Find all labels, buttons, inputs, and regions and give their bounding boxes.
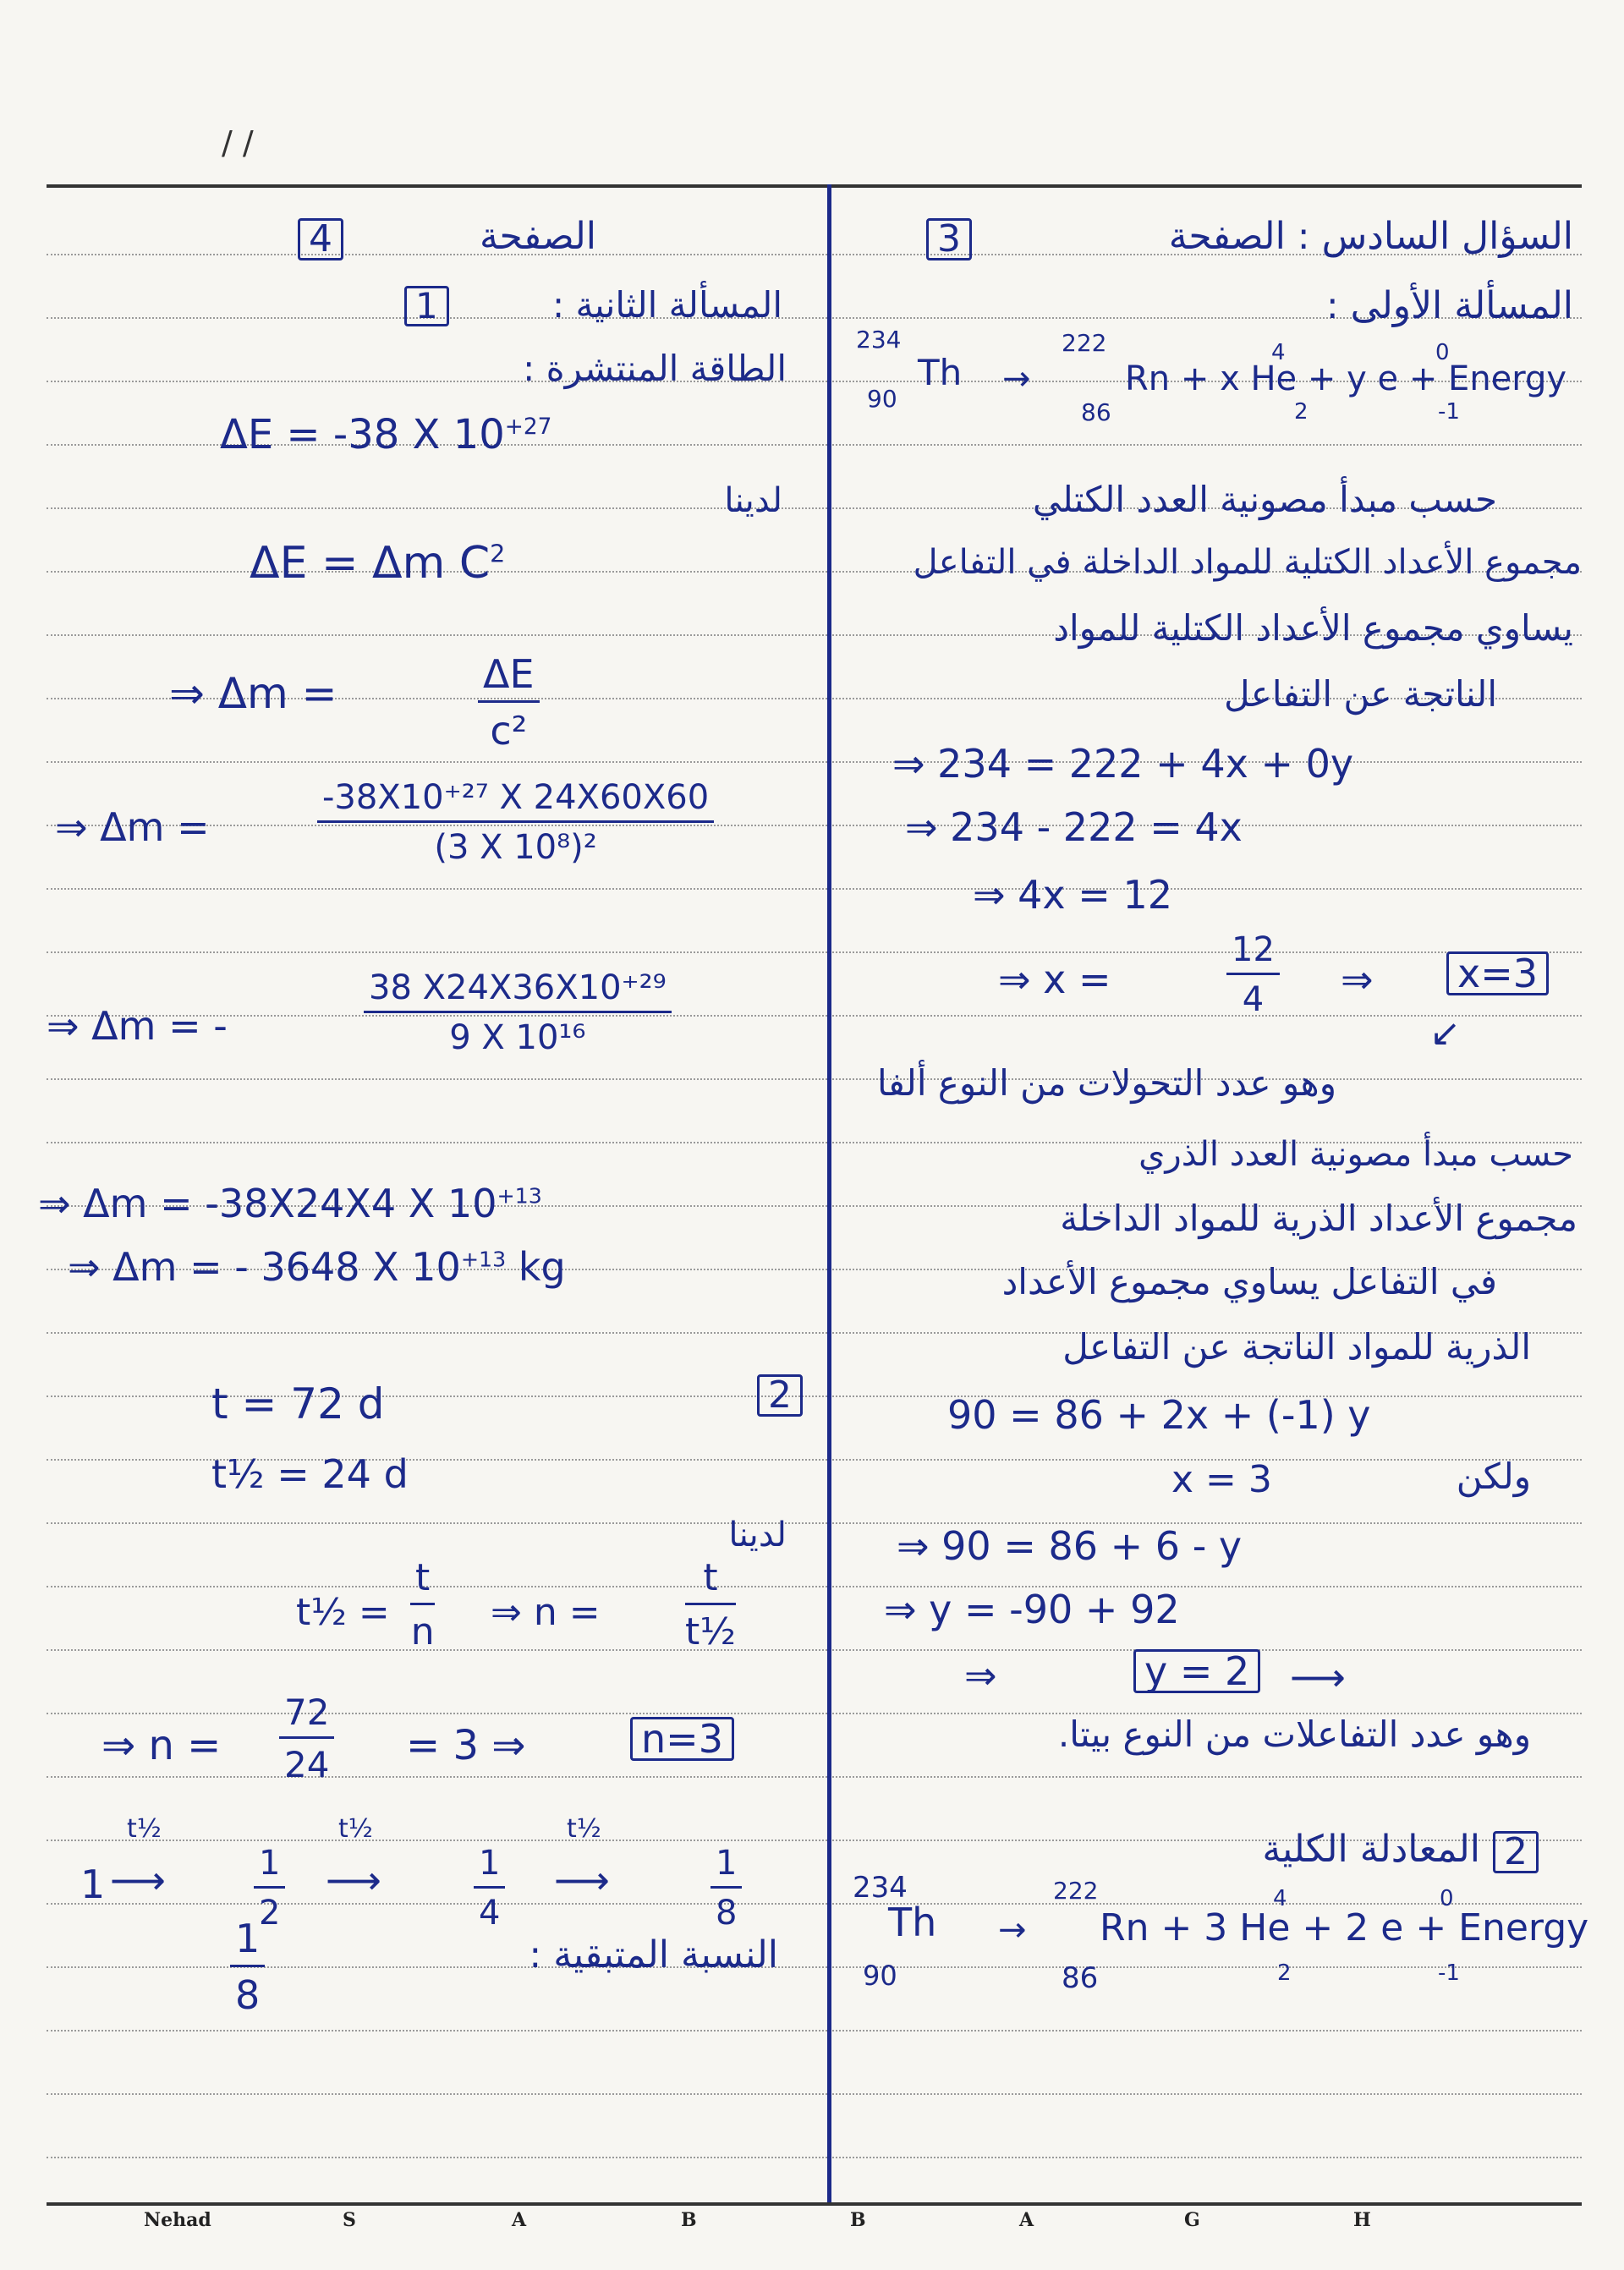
- part-two-box: 2: [757, 1374, 803, 1417]
- n-formula-pre: t½ =: [296, 1591, 390, 1634]
- problem-two-label: المسألة الثانية :: [552, 284, 782, 326]
- atomic-calc-2: x = 3: [1171, 1458, 1272, 1501]
- header-rule: [47, 184, 1582, 188]
- ladayna-1: لدينا: [724, 481, 782, 520]
- dm-formula-fraction: $\frac{\Delta E}{\text{c²}}$: [478, 651, 540, 754]
- atomic-rule-line-1: حسب مبدأ مصونية العدد الذري: [1138, 1135, 1573, 1174]
- atomic-rule-line-2: مجموع الأعداد الذرية للمواد الداخلة: [1060, 1198, 1577, 1239]
- n-formula-fraction-2: $\frac{t}{\text{t½}}$: [685, 1556, 736, 1653]
- n-result-box: n=3: [630, 1717, 734, 1761]
- half-life-value: t½ = 24 d: [211, 1451, 409, 1497]
- mass-calc-2: ⇒ 234 - 222 = 4x: [905, 804, 1243, 850]
- mass-rule-line-3: يساوي مجموع الأعداد الكتلية للمواد: [1053, 607, 1573, 649]
- atomic-calc-4: ⇒ y = -90 + 92: [884, 1587, 1180, 1632]
- atomic-calc-5: ⇒: [964, 1653, 997, 1698]
- energy-label: الطاقة المنتشرة :: [523, 348, 787, 389]
- mass-rule-line-4: الناتجة عن التفاعل: [1223, 673, 1497, 715]
- total-equation-label: المعادلة الكلية: [1262, 1828, 1480, 1871]
- dm-formula-pre: ⇒ Δm =: [169, 669, 337, 718]
- footer-label-b: B: [681, 2209, 697, 2231]
- total-equation-box: 2: [1493, 1831, 1539, 1873]
- mass-rule-line-2: مجموع الأعداد الكتلية للمواد الداخلة في التفاعل: [913, 543, 1582, 582]
- footer-label-h: H: [1353, 2209, 1371, 2231]
- mass-calc-4: ⇒ x =: [998, 957, 1111, 1002]
- footer-label-g: G: [1184, 2209, 1200, 2231]
- remaining-ratio-fraction: $\frac{1}{8}$: [230, 1916, 265, 2018]
- time-value: t = 72 d: [211, 1379, 385, 1428]
- question-title: السؤال السادس : الصفحة: [1168, 215, 1573, 258]
- mass-calc-4-implies: ⇒: [1341, 957, 1374, 1002]
- page-number-box-3: 3: [926, 218, 972, 260]
- n-calc-fraction: $\frac{72}{24}$: [279, 1692, 334, 1785]
- center-divider: [827, 184, 831, 2202]
- page-label-left: الصفحة: [479, 215, 596, 258]
- but-label: ولكن: [1456, 1456, 1531, 1497]
- y-result-arrow: ⟶: [1290, 1654, 1346, 1700]
- problem-two-box: 1: [404, 286, 449, 326]
- mass-calc-1: ⇒ 234 = 222 + 4x + 0y: [892, 741, 1354, 787]
- dm-calc-2-pre: ⇒ Δm =: [55, 804, 210, 850]
- mass-rule-line-1: حسب مبدأ مصونية العدد الكتلي: [1032, 479, 1497, 520]
- footer-label-s: S: [343, 2209, 356, 2231]
- footer-label-nehad: Nehad: [144, 2209, 211, 2231]
- footer-rule: [47, 2202, 1582, 2206]
- page-number-box-4: 4: [298, 218, 343, 260]
- ladayna-2: لدينا: [728, 1516, 787, 1554]
- alpha-note: وهو عدد التحولات من النوع ألفا: [876, 1062, 1336, 1104]
- date-marks: / /: [222, 124, 254, 162]
- atomic-rule-line-3: في التفاعل يساوي مجموع الأعداد: [1001, 1261, 1497, 1302]
- dm-calc-5: ⇒ Δm = - 3648 X $10^{+13}$ kg: [68, 1244, 566, 1290]
- mass-calc-3: ⇒ 4x = 12: [973, 872, 1172, 918]
- x-result-box: x=3: [1446, 951, 1549, 995]
- atomic-calc-1: 90 = 86 + 2x + (-1) y: [947, 1392, 1371, 1438]
- delta-e-value: ΔE = -38 X $10^{+27}$: [220, 411, 552, 458]
- dm-calc-3-fraction: $\frac{\text{38 X24X36X10⁺²⁹}}{\text{9 X 10¹⁶}}$: [364, 968, 672, 1057]
- atomic-rule-line-4: الذرية للمواد الناتجة عن التفاعل: [1062, 1326, 1531, 1368]
- footer-label-b2: B: [850, 2209, 866, 2231]
- dm-calc-2-fraction: $\frac{\text{-38X10⁺²⁷ X 24X60X60}}{\text{(3 X 10⁸)²}}$: [317, 778, 714, 867]
- problem-one-label: المسألة الأولى :: [1325, 284, 1573, 327]
- dm-calc-4: ⇒ Δm = -38X24X4 X $10^{+13}$: [38, 1181, 542, 1226]
- emc-formula: ΔE = Δm $C^2$: [250, 538, 506, 589]
- n-formula-fraction-1: $\frac{t}{n}$: [410, 1556, 435, 1653]
- dm-calc-3-pre: ⇒ Δm = -: [47, 1003, 228, 1049]
- n-calc-mid: = 3 ⇒: [406, 1722, 526, 1769]
- footer-label-a: A: [512, 2209, 527, 2231]
- mass-calc-4-fraction: $\frac{12}{4}$: [1226, 930, 1280, 1019]
- n-calc-pre: ⇒ n =: [102, 1722, 222, 1769]
- x-result-arrow: ↙: [1429, 1012, 1461, 1055]
- y-result-box: y = 2: [1133, 1649, 1260, 1693]
- n-formula-mid: ⇒ n =: [491, 1591, 601, 1634]
- beta-note: وهو عدد التفاعلات من النوع بيتا.: [1057, 1713, 1531, 1755]
- atomic-calc-3: ⇒ 90 = 86 + 6 - y: [897, 1523, 1243, 1569]
- footer-label-a2: A: [1019, 2209, 1034, 2231]
- remaining-ratio-label: النسبة المتبقية :: [529, 1933, 778, 1977]
